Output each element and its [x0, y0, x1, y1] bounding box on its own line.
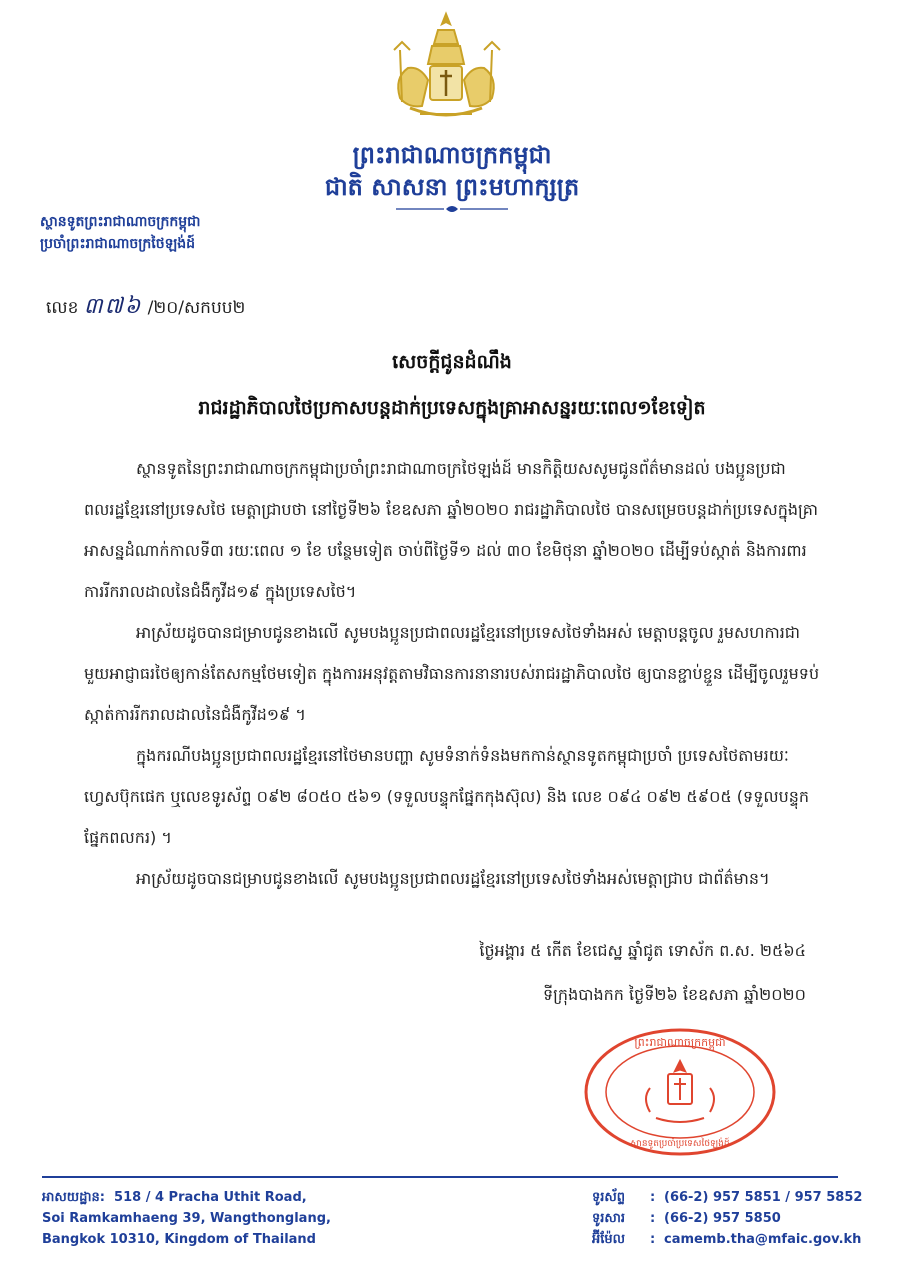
official-seal-stamp	[582, 1026, 778, 1158]
email-value: camemb.tha@mfaic.gov.kh	[664, 1232, 862, 1247]
fax-value: (66-2) 957 5850	[664, 1211, 781, 1226]
seal-text-top: ព្រះរាជាណាចក្រកម្ពុជា	[634, 1036, 726, 1049]
notice-subtitle: រាជរដ្ឋាភិបាលថៃប្រកាសបន្តដាក់ប្រទេសក្នុងគ្រាអាសន្នរយៈពេល១ខែទៀត	[198, 397, 706, 419]
reference-number	[46, 292, 245, 324]
reference-suffix: /២០/សកបប២	[147, 298, 246, 318]
kingdom-heading: ព្រះរាជាណាចក្រកម្ពុជា	[352, 141, 552, 169]
email-label: អ៊ីម៉ែល	[592, 1232, 626, 1247]
reference-label: លេខ	[46, 298, 79, 318]
handwritten-reference-number: ៣៧៦	[83, 294, 143, 319]
footer-divider	[42, 1176, 838, 1178]
address-label: អាសយដ្ឋាន:	[42, 1190, 105, 1205]
phone-label: ទូរស័ព្ទ	[592, 1190, 626, 1205]
national-motto: ជាតិ សាសនា ព្រះមហាក្សត្រ	[324, 173, 580, 201]
body-paragraph-3: ក្នុងករណីបងប្អូនប្រជាពលរដ្ឋខ្មែរនៅថៃមានបញ្ហា សូមទំនាក់ទំនងមកកាន់ស្ថានទូតកម្ពុជាប្រចាំ ប្រទេសថៃតាមរយៈហ្វេសប៊ុកផេក ឬលេខទូរស័ព្ទ ០៩២ ៨០៥០ ៥៦១ (ទទួលបន្ទុកផ្នែកកុងស៊ុល) និង លេខ ០៩៤ ០៩២ ៥៩០៥ (ទទួលបន្ទុកផ្នែកពលករ) ។	[84, 746, 810, 847]
seal-text-bottom: ស្ថានទូតប្រចាំប្រទេសថៃឡង់ដ៍	[630, 1139, 730, 1149]
body-paragraph-4: អាស្រ័យដូចបានជម្រាបជូនខាងលើ សូមបងប្អូនប្រជាពលរដ្ឋខ្មែរនៅប្រទេសថៃទាំងអស់មេត្តាជ្រាប ជាព័ត៌មាន។	[136, 869, 770, 888]
address-line-2: Soi Ramkamhaeng 39, Wangthonglang,	[42, 1211, 331, 1226]
embassy-name: ស្ថានទូតព្រះរាជាណាចក្រកម្ពុជា	[40, 214, 201, 230]
fax-label: ទូរសារ	[592, 1211, 626, 1226]
ornament-divider	[392, 204, 512, 214]
royal-coat-of-arms-emblem	[380, 10, 512, 130]
address-line-1: 518 / 4 Pracha Uthit Road,	[114, 1190, 307, 1205]
lunar-date: ថ្ងៃអង្គារ ៥ កើត ខែជេស្ឋ ឆ្នាំជូត ទោស័ក ព.ស. ២៥៦៤	[479, 941, 806, 960]
body-paragraph-1: ស្ថានទូតនៃព្រះរាជាណាចក្រកម្ពុជាប្រចាំព្រះរាជាណាចក្រថៃឡង់ដ៍ មានកិត្តិយសសូមជូនព័ត៌មានដល់ បងប្អូនប្រជាពលរដ្ឋខ្មែរនៅប្រទេសថៃ មេត្តាជ្រាបថា នៅថ្ងៃទី២៦ ខែឧសភា ឆ្នាំ២០២០ រាជរដ្ឋាភិបាលថៃ បានសម្រេចបន្តដាក់ប្រទេសក្នុងគ្រាអាសន្នដំណាក់កាលទី៣ រយៈពេល ១ ខែ បន្ថែមទៀត ចាប់ពីថ្ងៃទី១ ដល់ ៣០ ខែមិថុនា ឆ្នាំ២០២០ ដើម្បីទប់ស្កាត់ និងការពារការរីករាលដាលនៃជំងឺកូវីដ១៩ ក្នុងប្រទេសថៃ។	[84, 459, 819, 601]
notice-title: សេចក្តីជូនដំណឹង	[392, 351, 512, 373]
embassy-location: ប្រចាំព្រះរាជាណាចក្រថៃឡង់ដ៍	[40, 236, 196, 252]
footer-address	[42, 1187, 331, 1250]
solar-date: ទីក្រុងបាងកក ថ្ងៃទី២៦ ខែឧសភា ឆ្នាំ២០២០	[543, 985, 806, 1004]
body-paragraph-2: អាស្រ័យដូចបានជម្រាបជូនខាងលើ សូមបងប្អូនប្រជាពលរដ្ឋខ្មែរនៅប្រទេសថៃទាំងអស់ មេត្តាបន្តចូល រួមសហការជាមួយអាជ្ញាធរថៃឲ្យកាន់តែសកម្មថែមទៀត ក្នុងការអនុវត្តតាមវិធានការនានារបស់រាជរដ្ឋាភិបាលថៃ ឲ្យបានខ្ជាប់ខ្ជួន ដើម្បីចូលរួមទប់ស្កាត់ការរីករាលដាលនៃជំងឺកូវីដ១៩ ។	[84, 623, 820, 724]
phone-value: (66-2) 957 5851 / 957 5852	[664, 1190, 863, 1205]
address-line-3: Bangkok 10310, Kingdom of Thailand	[42, 1232, 316, 1247]
footer-contacts: ទូរស័ព្ទ : (66-2) 957 5851 / 957 5852 ទូរសារ : (66-2) 957 5850 អ៊ីម៉ែល : camemb.tha@mfaic.gov.kh	[592, 1187, 862, 1250]
